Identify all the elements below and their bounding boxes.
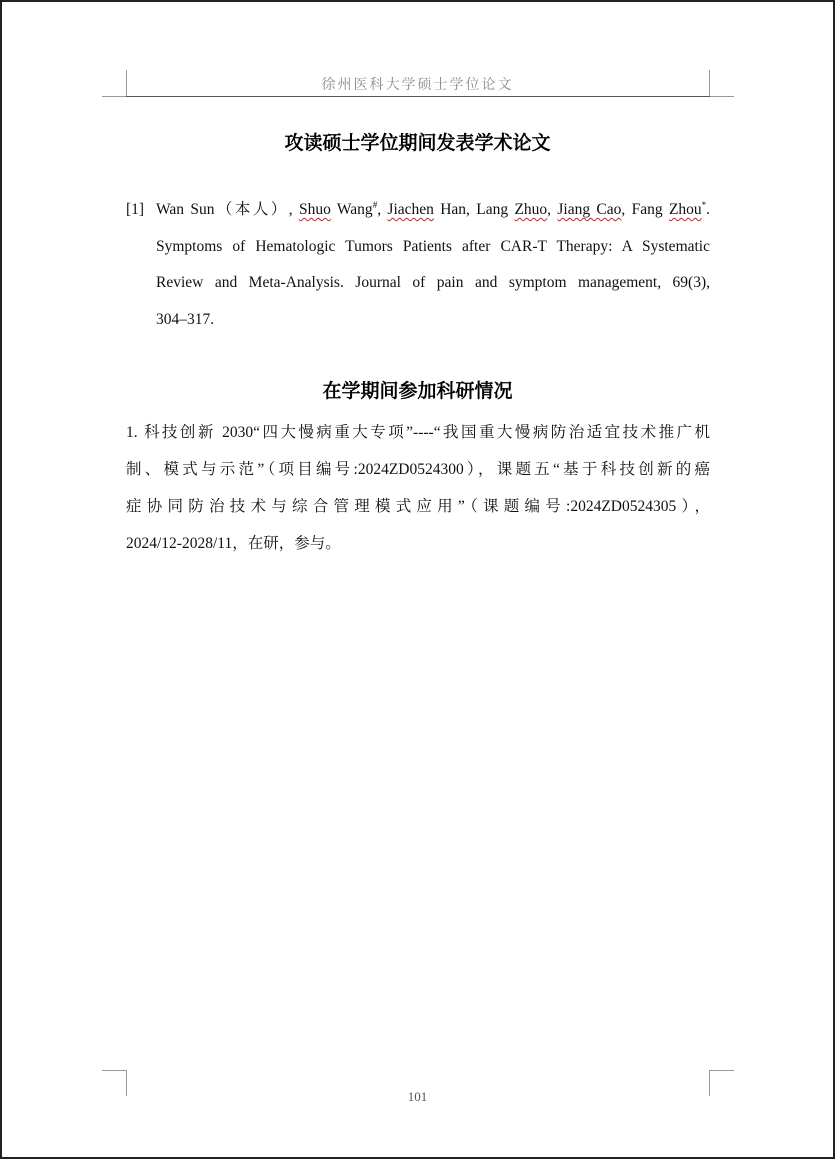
- page-number: 101: [407, 1089, 428, 1104]
- research-project-entry: [126, 414, 710, 562]
- header-rule: [126, 96, 710, 97]
- separator: ,: [547, 201, 558, 218]
- crop-mark-top-right-horizontal: [710, 96, 734, 97]
- author-5: Jiang Cao: [557, 201, 622, 218]
- author-2-mark: #: [372, 199, 378, 210]
- publications-section-title: 攻读硕士学位期间发表学术论文: [284, 133, 551, 154]
- author-2-first: Shuo: [298, 201, 331, 218]
- research-line-2: 制、模式与示范”（项目编号:2024ZD0524300），课题五“基于科技创新的癌: [126, 461, 710, 478]
- period: .: [706, 201, 711, 218]
- separator: ,: [377, 201, 388, 218]
- separator: , Fang: [621, 201, 669, 218]
- running-header: 徐州医科大学硕士学位论文: [321, 78, 514, 93]
- author-2-last: Wang: [330, 201, 373, 218]
- publication-index: [1]: [126, 201, 145, 218]
- crop-mark-top-left-horizontal: [102, 96, 126, 97]
- research-line-4: 2024/12-2028/11，在研，参与。: [126, 535, 341, 552]
- crop-mark-bottom-right-horizontal: [710, 1070, 734, 1071]
- author-6-mark: *: [701, 199, 707, 210]
- research-line-1: 1. 科技创新 2030“四大慢病重大专项”----“我国重大慢病防治适宜技术推广机: [126, 424, 710, 441]
- author-3-first: Jiachen: [387, 201, 434, 218]
- author-3-4-text: Han, Lang: [433, 201, 515, 218]
- publication-citation: [156, 192, 710, 338]
- publication-journal-line: Review and Meta-Analysis. Journal of pain and symptom management, 69(3),: [156, 274, 710, 291]
- research-line-3: 症协同防治技术与综合管理模式应用”（课题编号:2024ZD0524305），: [126, 498, 710, 515]
- author-6-last: Zhou: [668, 201, 702, 218]
- research-section-title: 在学期间参加科研情况: [322, 381, 513, 402]
- publication-title-line: Symptoms of Hematologic Tumors Patients after CAR-T Therapy: A Systematic: [156, 237, 710, 255]
- publication-authors-line: [156, 192, 710, 229]
- publication-entry: [126, 192, 710, 338]
- author-4-last: Zhuo: [514, 201, 548, 218]
- publication-pages-line: 304–317.: [156, 310, 215, 328]
- crop-mark-bottom-left-horizontal: [102, 1070, 126, 1071]
- author-1: Wan Sun（本人）,: [156, 201, 299, 218]
